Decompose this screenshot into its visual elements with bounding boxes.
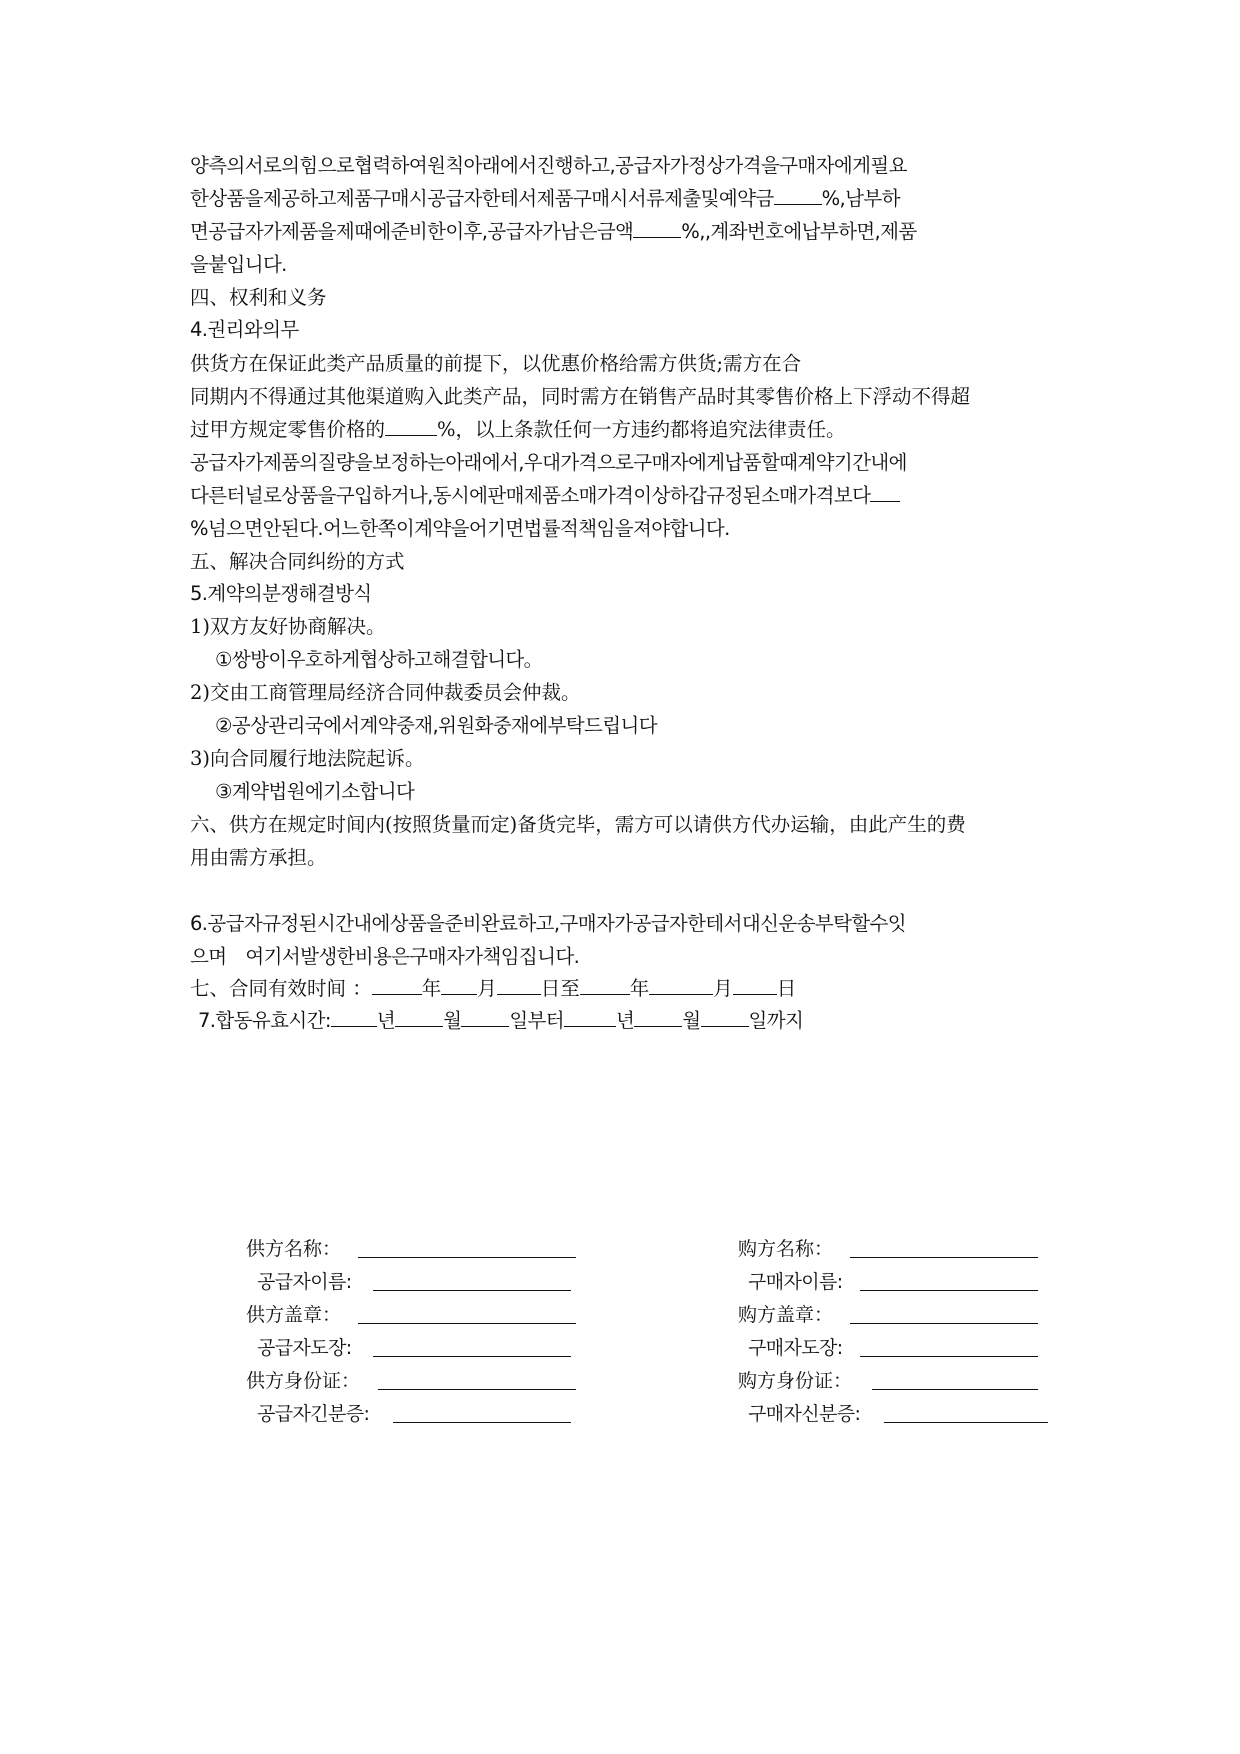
text: 购方盖章： [738, 1304, 834, 1326]
text: 양측의서로의힘으로협력하여원칙아래에서진행하고,공급자가정상가격을구매자에게필요 [190, 154, 907, 177]
fill-blank [633, 217, 681, 238]
text: 月 [477, 977, 497, 1000]
validity-period-ko [198, 1005, 803, 1037]
text: 공급자가제품의질량을보정하는아래에서,우대가격으로구매자에게납품할때계약기간내에 [190, 451, 907, 474]
text: 일부터 [509, 1009, 565, 1032]
text: 공급자긴분증: [257, 1403, 370, 1425]
text: 면공급자가제품을제때에준비한이후,공급자가남은금액 [190, 220, 634, 243]
list-item [215, 644, 543, 676]
list-item [215, 710, 657, 742]
supplier-seal-label [246, 1301, 341, 1329]
text-line [190, 348, 801, 380]
text: 한상품을제공하고제품구매시공급자한테서제품구매시서류제출및예약금 [190, 187, 774, 210]
validity-period-zh [190, 973, 796, 1005]
text: 过甲方规定零售价格的 [190, 418, 386, 441]
buyer-name-label-ko [748, 1268, 843, 1296]
text: ①쌍방이우호하게협상하고해결합니다。 [215, 648, 543, 671]
text: 3)向合同履行地法院起诉。 [190, 747, 425, 770]
text: 구매자신분증: [748, 1403, 861, 1425]
supplier-id-label [246, 1367, 360, 1395]
text-line [190, 941, 579, 973]
text-line [190, 809, 966, 841]
text: 供方身份证： [246, 1370, 361, 1392]
text-line [190, 480, 900, 512]
text: 供方名称： [246, 1238, 342, 1260]
text: ③계약법원에기소합니다 [215, 780, 415, 803]
text: 공급자이름: [257, 1271, 352, 1293]
section-heading-zh [190, 282, 327, 314]
text-line [190, 183, 900, 215]
fill-blank [441, 974, 477, 995]
list-item [190, 743, 425, 775]
text-line [190, 908, 906, 940]
fill-blank [774, 184, 822, 205]
text: 1)双方友好协商解决。 [190, 615, 386, 638]
text-line [190, 447, 907, 479]
text: 공급자도장: [257, 1337, 352, 1359]
text: 5.계약의분쟁해결방식 [190, 582, 372, 605]
text: %,,계좌번호에납부하면,제품 [681, 220, 917, 243]
text: 을붙입니다. [190, 253, 287, 276]
text-line [190, 842, 327, 874]
list-item [215, 776, 414, 808]
text: 으며 여기서발생한비용은구매자가책임집니다. [190, 945, 580, 968]
fill-blank [564, 1006, 616, 1027]
fill-blank [395, 1006, 443, 1027]
list-item [190, 677, 581, 709]
text: 供方盖章： [246, 1304, 342, 1326]
buyer-id-label-ko [748, 1400, 860, 1428]
fill-blank [461, 1006, 509, 1027]
text: 월 [682, 1009, 701, 1032]
text-line [190, 414, 846, 446]
supplier-name-label-ko [257, 1268, 352, 1296]
text: 구매자도장: [748, 1337, 843, 1359]
supplier-id-label-ko [257, 1400, 369, 1428]
text: 구매자이름: [748, 1271, 843, 1293]
text-line [190, 249, 287, 281]
text: 同期内不得通过其他渠道购入此类产品，同时需方在销售产品时其零售价格上下浮动不得超 [190, 385, 971, 408]
text: 购方身份证： [738, 1370, 853, 1392]
text: %넘으면안된다.어느한쪽이계약을어기면법률적책임을져야합니다. [190, 517, 730, 540]
fill-blank [385, 415, 437, 436]
section-heading-ko [190, 578, 372, 610]
text: 4.권리와의무 [190, 318, 299, 341]
fill-blank [634, 1006, 682, 1027]
fill-blank [497, 974, 541, 995]
text-line [190, 513, 730, 545]
text: 일까지 [748, 1009, 804, 1032]
supplier-seal-label-ko [257, 1334, 352, 1362]
text: 日 [776, 977, 797, 1000]
fill-blank [372, 974, 422, 995]
buyer-seal-label [738, 1301, 833, 1329]
text: 供货方在保证此类产品质量的前提下，以优惠价格给需方供货;需方在合 [190, 352, 802, 375]
text: ②공상관리국에서계약중재,위원화중재에부탁드립니다 [215, 714, 657, 737]
text: 다른터널로상품을구입하거나,동시에판매제품소매가격이상하갑규정된소매가격보다 [190, 484, 871, 507]
buyer-id-label [738, 1367, 852, 1395]
fill-blank [649, 974, 713, 995]
text-line [190, 381, 970, 413]
fill-blank [331, 1006, 377, 1027]
text: %，以上条款任何一方违约都将追究法律责任。 [437, 418, 846, 441]
supplier-name-label [246, 1235, 341, 1263]
text: 购方名称： [738, 1238, 834, 1260]
text: 用由需方承担。 [190, 846, 327, 869]
buyer-name-label [738, 1235, 833, 1263]
text: 6.공급자규정된시간내에상품을준비완료하고,구매자가공급자한테서대신운송부탁할수잇 [190, 912, 907, 935]
section-heading-zh [190, 546, 405, 578]
text-line [190, 216, 917, 248]
fill-blank [733, 974, 777, 995]
text: 年 [421, 977, 442, 1000]
text: %,남부하 [821, 187, 900, 210]
text-line [190, 150, 907, 182]
text: 月 [713, 977, 733, 1000]
text: 六、供方在规定时间内(按照货量而定)备货完毕，需方可以请供方代办运输，由此产生的费 [190, 813, 966, 836]
text: 년 [376, 1009, 396, 1032]
text: 七、合同有效时间 ： [190, 977, 372, 1000]
text: 년 [616, 1009, 635, 1032]
text: 五、解决合同纠纷的方式 [190, 550, 405, 573]
text: 월 [443, 1009, 462, 1032]
list-item [190, 611, 386, 643]
text: 日至 [540, 977, 580, 1000]
text: 7.합동유효시간: [198, 1009, 331, 1032]
text: 年 [629, 977, 650, 1000]
fill-blank [701, 1006, 749, 1027]
fill-blank [870, 481, 900, 502]
text: 四、权利和义务 [190, 286, 327, 309]
section-heading-ko [190, 314, 299, 346]
buyer-seal-label-ko [748, 1334, 843, 1362]
text: 2)交由工商管理局经济合同仲裁委员会仲裁。 [190, 681, 581, 704]
fill-blank [580, 974, 630, 995]
